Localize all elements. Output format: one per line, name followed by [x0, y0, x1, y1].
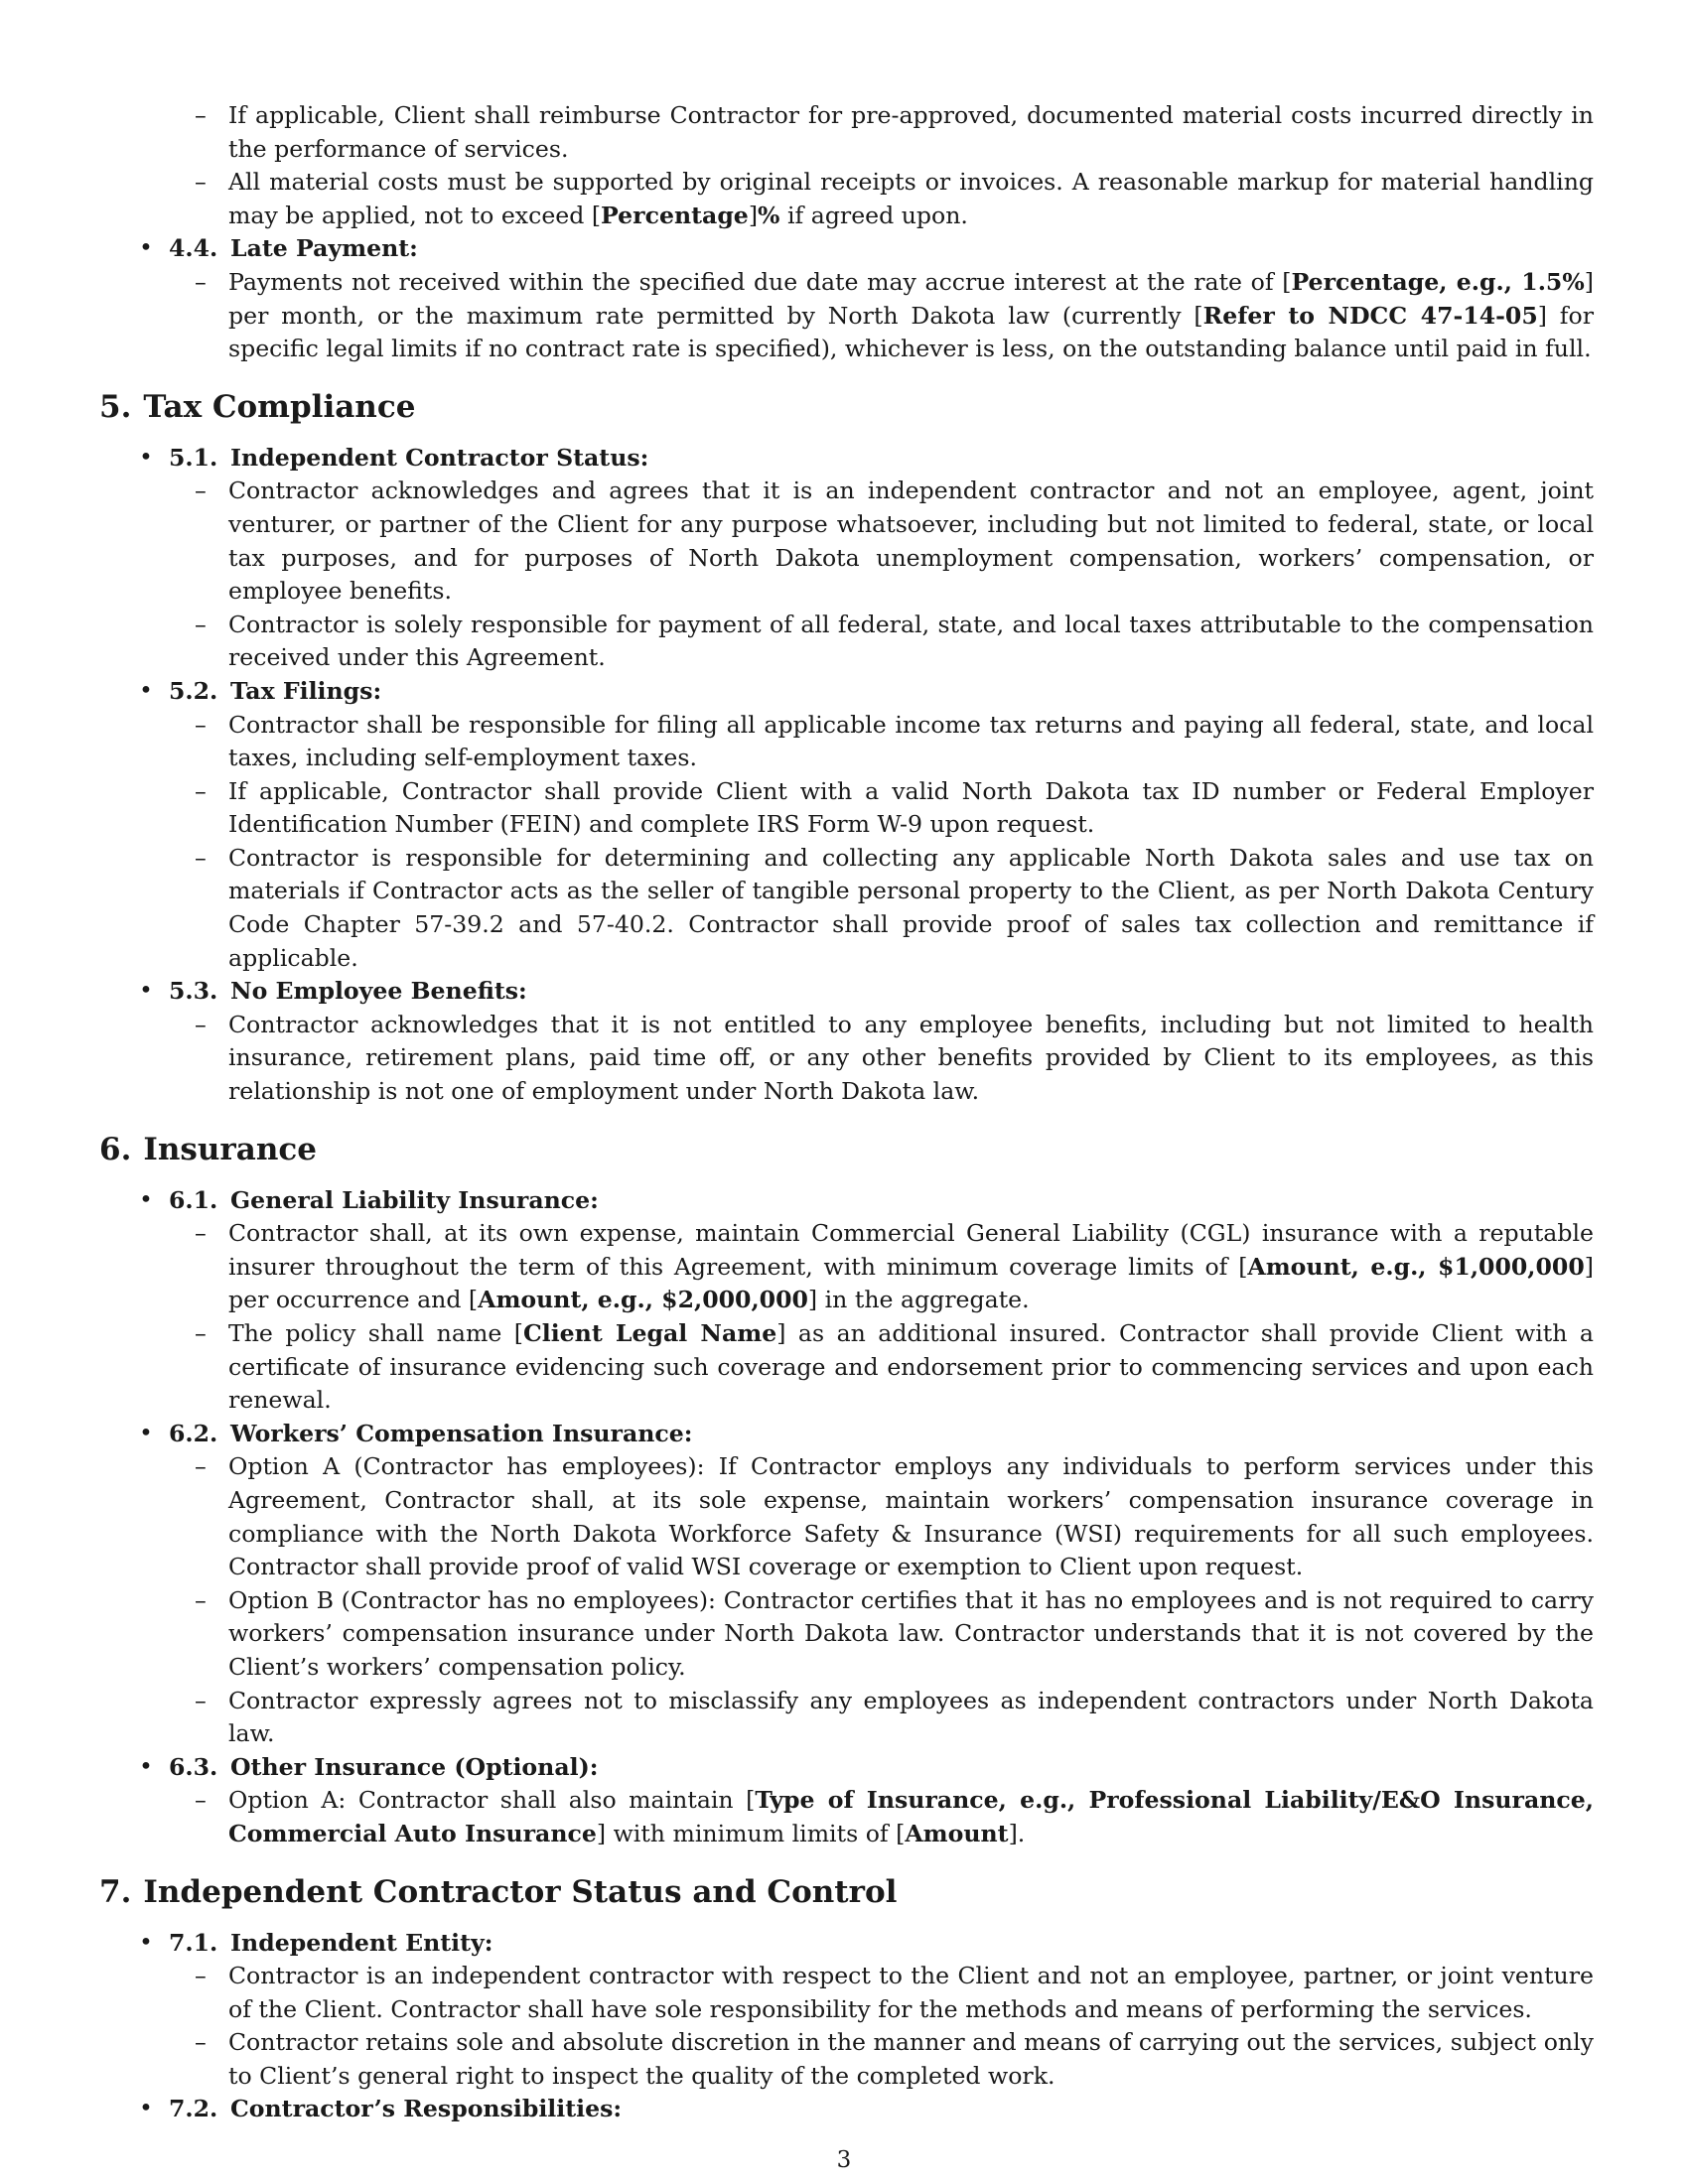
clause-text: Contractor is responsible for determining and collecting any applicable North Dakota sales and use tax on materials if Contractor acts as the seller of tangible personal property to the Client, as per North Dakota Century Code Chapter 57-39.2 and 57-40.2. Contractor shall provide proof of sales tax collection and remittance if applicable.	[228, 843, 1594, 972]
clause-heading	[99, 232, 1594, 266]
clause-number: 6.1.	[169, 1185, 218, 1214]
clause-text: Contractor acknowledges and agrees that it is an independent contractor and not an employee, agent, joint venturer, or partner of the Client for any purpose whatsoever, including but not limited to federal, state, or local tax purposes, and for purposes of North Dakota unemployment compensation, workers’ compensation, or employee benefits.	[228, 477, 1594, 606]
placeholder-field: Client Legal Name	[522, 1319, 777, 1347]
clause-text: All material costs must be supported by original receipts or invoices. A reasonable markup for material handling may be applied, not to exceed [	[228, 168, 1594, 229]
clause-text: If applicable, Client shall reimburse Contractor for pre-approved, documented material costs incurred directly in the performance of services.	[228, 101, 1594, 163]
clause-text: ] per month, or the maximum rate permitted by North Dakota law (currently [	[228, 267, 1594, 330]
section-heading	[99, 1129, 1594, 1170]
dash-marker: –	[195, 710, 207, 739]
clause-text: Contractor acknowledges that it is not entitled to any employee benefits, including but not limited to health insurance, retirement plans, paid time off, or any other benefits provided by Client to its employees, as this relationship is not one of employment under North Dakota law.	[228, 1010, 1594, 1106]
dash-marker: –	[195, 1585, 207, 1614]
clause-text: Contractor shall, at its own expense, maintain Commercial General Liability (CGL) insurance with a reputable insurer throughout the term of this Agreement, with minimum coverage limits of [	[228, 1219, 1594, 1281]
placeholder-field: Type of Insurance, e.g., Professional Liability/E&O Insurance, Commercial Auto Insurance	[228, 1786, 1594, 1847]
dash-marker: –	[195, 1962, 207, 1990]
placeholder-field: Amount, e.g., $1,000,000	[1247, 1252, 1585, 1281]
clause-text: Contractor shall be responsible for filing all applicable income tax returns and paying all federal, state, and local taxes, including self-employment taxes.	[228, 710, 1594, 772]
clause-heading	[99, 442, 1594, 476]
clause-text: ] in the aggregate.	[807, 1286, 1030, 1314]
dash-marker: –	[195, 168, 207, 197]
clause-heading	[99, 1927, 1594, 1961]
sub-clause	[99, 1784, 1594, 1850]
bullet-marker: •	[139, 675, 153, 704]
document-body	[99, 99, 1594, 2126]
clause-number: 4.4.	[169, 234, 218, 263]
dash-marker: –	[195, 1786, 207, 1815]
sub-clause	[99, 166, 1594, 232]
section-title: Insurance	[143, 1131, 317, 1167]
dash-marker: –	[195, 1452, 207, 1481]
bullet-marker: •	[139, 1184, 153, 1213]
sub-clause	[99, 1217, 1594, 1317]
sub-clause	[99, 1317, 1594, 1418]
clause-title: Independent Entity:	[230, 1928, 493, 1957]
clause-title: Contractor’s Responsibilities:	[230, 2095, 623, 2123]
section-title: Tax Compliance	[143, 388, 416, 425]
clause-text: ].	[1008, 1819, 1026, 1847]
clause-heading	[99, 675, 1594, 709]
sub-clause	[99, 709, 1594, 775]
clause-number: 5.2.	[169, 676, 218, 705]
dash-marker: –	[195, 843, 207, 872]
dash-marker: –	[195, 1319, 207, 1347]
clause-number: 6.3.	[169, 1752, 218, 1781]
page-number: 3	[836, 2147, 852, 2173]
bullet-marker: •	[139, 233, 153, 262]
dash-marker: –	[195, 1686, 207, 1714]
clause-title: No Employee Benefits:	[230, 977, 527, 1006]
placeholder-field: Refer to NDCC 47-14-05	[1202, 301, 1538, 330]
clause-text: Contractor retains sole and absolute discretion in the manner and means of carrying out the services, subject only to Client’s general right to inspect the quality of the completed work.	[228, 2028, 1594, 2090]
sub-clause	[99, 2026, 1594, 2093]
section-number: 6.	[99, 1131, 132, 1167]
sub-clause	[99, 775, 1594, 842]
clause-number: 7.2.	[169, 2095, 218, 2123]
placeholder-field: Amount, e.g., $2,000,000	[478, 1286, 808, 1314]
section-title: Independent Contractor Status and Control	[143, 1873, 898, 1910]
sub-clause	[99, 609, 1594, 675]
sub-clause	[99, 1685, 1594, 1751]
placeholder-field: Amount	[905, 1819, 1009, 1847]
section-number: 5.	[99, 388, 132, 425]
clause-number: 5.1.	[169, 443, 218, 472]
clause-title: Tax Filings:	[230, 676, 382, 705]
clause-heading	[99, 975, 1594, 1009]
clause-number: 7.1.	[169, 1928, 218, 1957]
dash-marker: –	[195, 477, 207, 505]
bullet-marker: •	[139, 2094, 153, 2122]
clause-text: The policy shall name [	[228, 1319, 523, 1347]
dash-marker: –	[195, 1219, 207, 1248]
clause-text: Option A (Contractor has employees): If Contractor employs any individuals to perform services under this Agreement, Contractor shall, at its sole expense, maintain workers’ compensation insurance coverage in compliance with the North Dakota Workforce Safety & Insurance (WSI) requirements for all such employees. Contractor shall provide proof of valid WSI coverage or exemption to Client upon request.	[228, 1452, 1594, 1581]
sub-clause	[99, 1960, 1594, 2026]
sub-clause	[99, 1450, 1594, 1583]
clause-text: ]	[748, 201, 759, 229]
sub-clause	[99, 1584, 1594, 1685]
section-heading	[99, 386, 1594, 428]
clause-text: Option A: Contractor shall also maintain [	[228, 1786, 756, 1815]
clause-heading	[99, 1418, 1594, 1451]
clause-text: if agreed upon.	[779, 201, 968, 229]
bullet-marker: •	[139, 1927, 153, 1956]
clause-text: Contractor is an independent contractor with respect to the Client and not an employee, partner, or joint venture of the Client. Contractor shall have sole responsibility for the methods and means of performing the services.	[228, 1962, 1594, 2023]
dash-marker: –	[195, 776, 207, 805]
clause-text: Contractor expressly agrees not to misclassify any employees as independent contractors under North Dakota law.	[228, 1686, 1594, 1748]
dash-marker: –	[195, 2028, 207, 2057]
sub-clause	[99, 842, 1594, 975]
sub-clause	[99, 1009, 1594, 1109]
clause-title: General Liability Insurance:	[230, 1185, 599, 1214]
clause-heading	[99, 2093, 1594, 2126]
clause-heading	[99, 1751, 1594, 1785]
sub-clause	[99, 475, 1594, 608]
bullet-marker: •	[139, 1751, 153, 1780]
clause-text: Option B (Contractor has no employees): Contractor certifies that it has no employees and is not required to carry workers’ compensation insurance under North Dakota law. Contractor understands that it is not covered by the Client’s workers’ compensation policy.	[228, 1585, 1594, 1681]
clause-number: 5.3.	[169, 977, 218, 1006]
clause-text: ] per occurrence and [	[228, 1252, 1594, 1314]
placeholder-field: %	[758, 201, 780, 229]
dash-marker: –	[195, 610, 207, 638]
dash-marker: –	[195, 267, 207, 296]
clause-number: 6.2.	[169, 1419, 218, 1447]
clause-text: Contractor is solely responsible for payment of all federal, state, and local taxes attributable to the compensation received under this Agreement.	[228, 610, 1594, 672]
clause-text: Payments not received within the specified due date may accrue interest at the rate of [	[228, 267, 1292, 296]
clause-title: Late Payment:	[230, 234, 418, 263]
sub-clause	[99, 99, 1594, 166]
clause-title: Other Insurance (Optional):	[230, 1752, 599, 1781]
bullet-marker: •	[139, 1418, 153, 1446]
section-heading	[99, 1871, 1594, 1913]
dash-marker: –	[195, 101, 207, 129]
clause-text: If applicable, Contractor shall provide Client with a valid North Dakota tax ID number or Federal Employer Identification Number (FEIN) and complete IRS Form W-9 upon request.	[228, 776, 1594, 839]
sub-clause	[99, 266, 1594, 366]
clause-heading	[99, 1184, 1594, 1218]
clause-text: ] for specific legal limits if no contract rate is specified), whichever is less, on the outstanding balance until paid in full.	[228, 301, 1594, 363]
clause-title: Independent Contractor Status:	[230, 443, 649, 472]
clause-text: ] with minimum limits of [	[596, 1819, 906, 1847]
placeholder-field: Percentage	[601, 201, 749, 229]
bullet-marker: •	[139, 442, 153, 471]
dash-marker: –	[195, 1010, 207, 1038]
bullet-marker: •	[139, 976, 153, 1005]
clause-title: Workers’ Compensation Insurance:	[230, 1419, 693, 1447]
section-number: 7.	[99, 1873, 132, 1910]
placeholder-field: Percentage, e.g., 1.5%	[1291, 267, 1585, 296]
clause-text: ] as an additional insured. Contractor shall provide Client with a certificate of insurance evidencing such coverage and endorsement prior to commencing services and upon each renewal.	[228, 1319, 1594, 1415]
